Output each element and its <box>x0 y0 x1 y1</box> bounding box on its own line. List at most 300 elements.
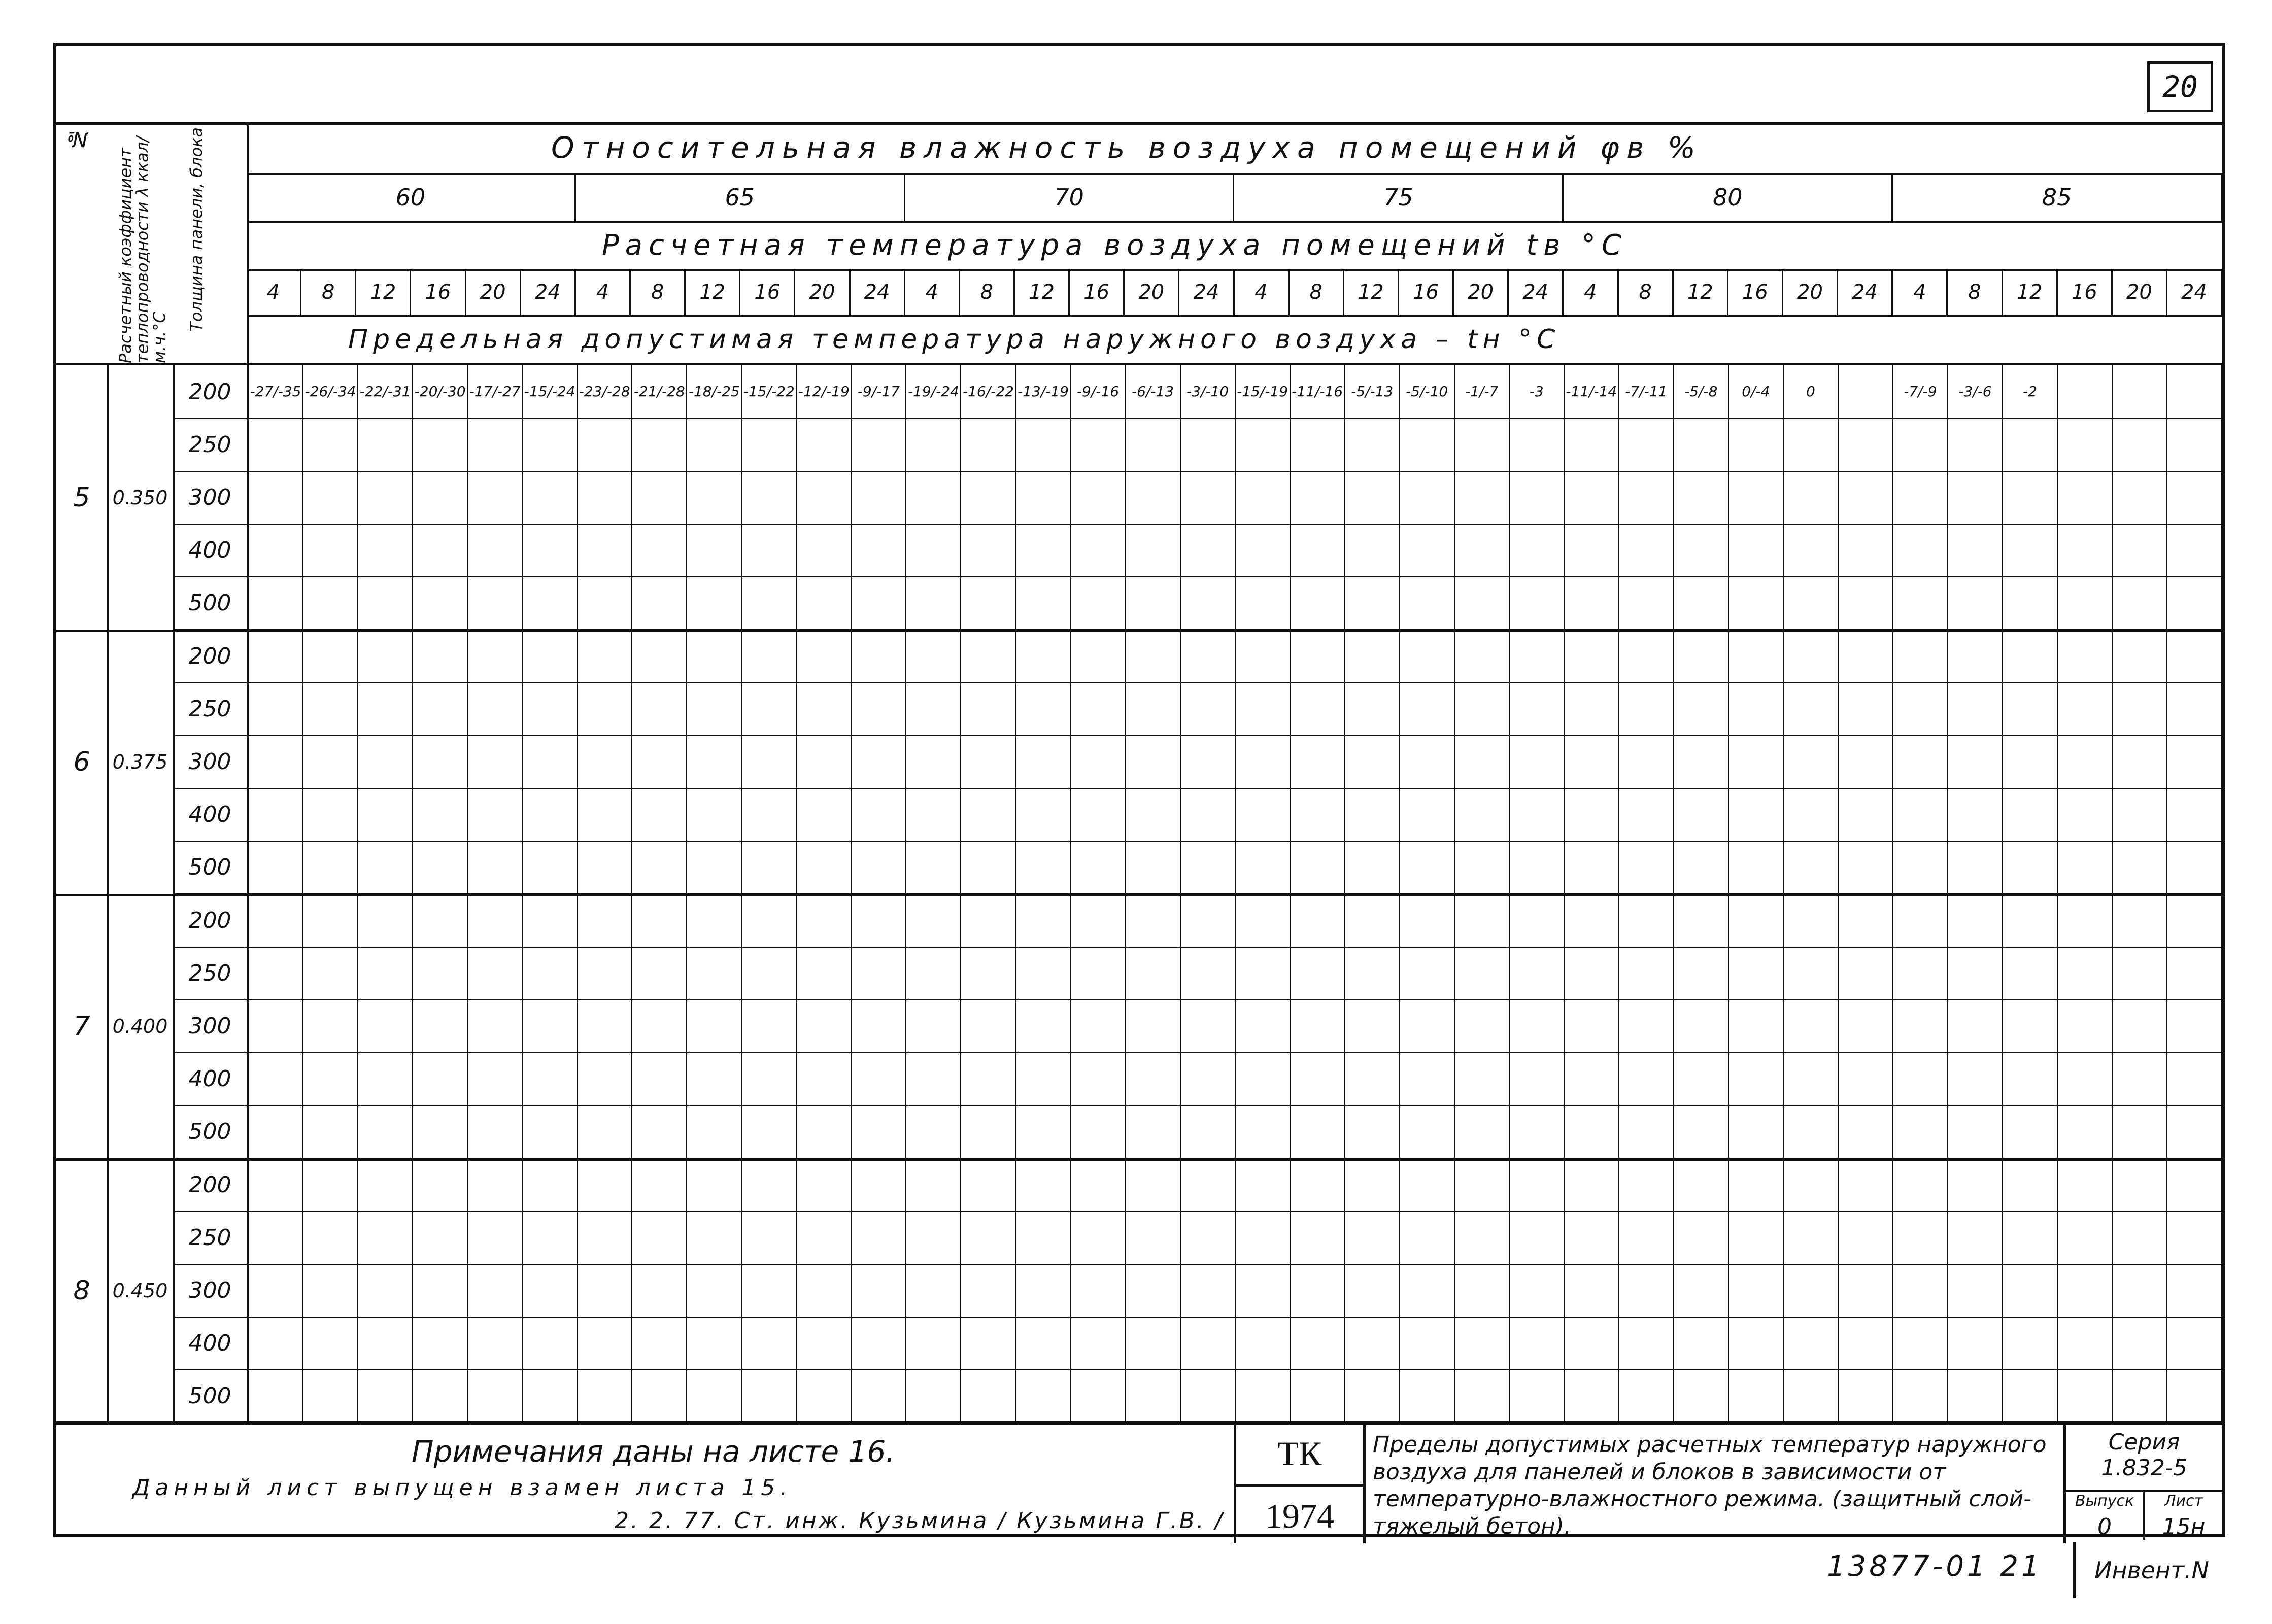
temperature-header-cell: 16 <box>1728 269 1783 315</box>
value-cell <box>1400 1317 1455 1369</box>
value-cell <box>468 1317 523 1369</box>
value-cell <box>1126 1158 1181 1211</box>
value-cell <box>687 841 742 893</box>
table-row <box>173 1158 2222 1212</box>
thickness-cell: 200 <box>173 630 249 682</box>
value-cell <box>2003 1264 2058 1317</box>
thickness-cell: 500 <box>173 576 249 629</box>
value-cell <box>249 1369 303 1422</box>
value-cell <box>1181 1264 1236 1317</box>
value-cell <box>1510 576 1565 629</box>
value-cell <box>1784 947 1839 999</box>
value-cell: 0/-4 <box>1729 365 1784 418</box>
value-cell <box>1784 1211 1839 1264</box>
value-cell <box>303 682 358 735</box>
value-cell <box>523 682 578 735</box>
temperature-header-cell: 12 <box>1674 269 1728 315</box>
value-cell <box>2167 418 2222 471</box>
value-cell <box>1839 841 1893 893</box>
value-cell <box>961 894 1016 947</box>
value-cell <box>906 576 961 629</box>
value-cell <box>1893 471 1948 524</box>
value-cell <box>1565 524 1619 576</box>
value-cell <box>358 947 413 999</box>
value-cell: -16/-22 <box>961 365 1016 418</box>
value-cell <box>468 1211 523 1264</box>
value-cell <box>852 630 906 682</box>
value-cell: -22/-31 <box>358 365 413 418</box>
thickness-cell: 500 <box>173 1105 249 1158</box>
value-cell <box>1619 1369 1674 1422</box>
value-cell <box>1181 524 1236 576</box>
value-cell: -9/-17 <box>852 365 906 418</box>
value-cell <box>358 999 413 1052</box>
signature-line: 2. 2. 77. Ст. инж. Кузьмина / Кузьмина Г.В. / <box>615 1508 1225 1534</box>
value-cell <box>1839 630 1893 682</box>
table-row <box>173 735 2222 789</box>
value-cell <box>1400 524 1455 576</box>
value-cell <box>1510 1158 1565 1211</box>
data-grid <box>56 363 2222 1423</box>
value-cell <box>578 1158 632 1211</box>
value-cell <box>852 894 906 947</box>
value-cell <box>1948 1052 2003 1105</box>
value-cell <box>632 524 687 576</box>
value-cell <box>523 1317 578 1369</box>
value-cell <box>797 471 852 524</box>
value-cell <box>2167 1211 2222 1264</box>
value-cell <box>1016 788 1071 841</box>
table-row <box>173 682 2222 736</box>
sheet-title: Пределы допустимых расчетных температур наружного воздуха для панелей и блоков в зависимости от температурно-влажностного режима. (защитный слой-тяжелый бетон). <box>1361 1424 2066 1543</box>
value-cell <box>1236 1211 1291 1264</box>
value-cell <box>1948 1317 2003 1369</box>
value-cell <box>303 1158 358 1211</box>
value-cell <box>1291 1052 1345 1105</box>
value-cell <box>249 630 303 682</box>
value-cell <box>303 947 358 999</box>
value-cell <box>1893 682 1948 735</box>
value-cell: 0 <box>1784 365 1839 418</box>
value-cell <box>1565 735 1619 788</box>
group-number: 5 <box>56 365 109 630</box>
value-cell <box>249 1264 303 1317</box>
value-cell <box>2058 365 2113 418</box>
value-cell <box>1400 788 1455 841</box>
value-cell <box>358 841 413 893</box>
value-cell <box>1345 1105 1400 1158</box>
value-cell <box>1674 999 1729 1052</box>
value-cell <box>2003 1211 2058 1264</box>
value-cell <box>797 1264 852 1317</box>
value-cell <box>797 788 852 841</box>
value-cell <box>1400 1264 1455 1317</box>
value-cell <box>358 576 413 629</box>
value-cell <box>1510 841 1565 893</box>
table-row <box>173 1264 2222 1318</box>
value-cell <box>413 735 468 788</box>
value-cell <box>742 894 797 947</box>
value-cell <box>2167 894 2222 947</box>
value-cell <box>1784 418 1839 471</box>
value-cell <box>1236 894 1291 947</box>
value-cell <box>2113 947 2167 999</box>
thickness-cell: 500 <box>173 841 249 893</box>
value-cell <box>1619 1211 1674 1264</box>
value-cell <box>2113 365 2167 418</box>
table-row <box>173 1317 2222 1370</box>
value-cell <box>1400 1369 1455 1422</box>
value-cell <box>2003 576 2058 629</box>
value-cell <box>1948 999 2003 1052</box>
value-cell <box>797 1052 852 1105</box>
thickness-cell: 300 <box>173 471 249 524</box>
value-cell <box>1565 471 1619 524</box>
value-cell <box>578 524 632 576</box>
value-cell <box>852 841 906 893</box>
value-cell <box>468 1264 523 1317</box>
value-cell <box>1455 682 1510 735</box>
value-cell <box>1674 894 1729 947</box>
group-coefficient: 0.450 <box>107 1158 175 1423</box>
layer-group <box>56 630 2222 896</box>
value-cell <box>1016 735 1071 788</box>
value-cell <box>632 735 687 788</box>
value-cell <box>797 894 852 947</box>
value-cell <box>1016 524 1071 576</box>
value-cell <box>1345 1264 1400 1317</box>
value-cell <box>1893 841 1948 893</box>
temperature-header-cell: 24 <box>851 269 905 315</box>
humidity-70: 70 <box>905 173 1235 221</box>
value-cell <box>523 524 578 576</box>
value-cell <box>961 418 1016 471</box>
value-cell <box>1291 471 1345 524</box>
value-cell <box>1181 630 1236 682</box>
temperature-header-cell: 4 <box>905 269 960 315</box>
value-cell <box>1510 1264 1565 1317</box>
relative-humidity-title: Относительная влажность воздуха помещений φв % <box>247 122 2222 175</box>
value-cell <box>2167 1264 2222 1317</box>
value-cell <box>358 1317 413 1369</box>
temperature-header-cell: 20 <box>2113 269 2167 315</box>
temperature-header-cell: 8 <box>1619 269 1674 315</box>
value-cell <box>632 1105 687 1158</box>
value-cell <box>1455 576 1510 629</box>
value-cell <box>2003 630 2058 682</box>
value-cell <box>632 1264 687 1317</box>
value-cell <box>906 788 961 841</box>
value-cell <box>1455 471 1510 524</box>
value-cell <box>1729 630 1784 682</box>
value-cell <box>1839 1158 1893 1211</box>
value-cell <box>1565 418 1619 471</box>
value-cell <box>1126 1211 1181 1264</box>
value-cell <box>249 471 303 524</box>
value-cell: -5/-10 <box>1400 365 1455 418</box>
value-cell <box>1071 576 1126 629</box>
value-cell: -6/-13 <box>1126 365 1181 418</box>
value-cell <box>1674 841 1729 893</box>
thickness-cell: 250 <box>173 682 249 735</box>
value-cell <box>852 1105 906 1158</box>
value-cell <box>1948 1264 2003 1317</box>
value-cell <box>1016 1105 1071 1158</box>
value-cell <box>1948 1369 2003 1422</box>
value-cell <box>961 682 1016 735</box>
value-cell <box>468 682 523 735</box>
value-cell <box>2167 1105 2222 1158</box>
value-cell <box>1455 1052 1510 1105</box>
value-cell <box>1291 1211 1345 1264</box>
value-cell <box>1016 947 1071 999</box>
value-cell <box>742 630 797 682</box>
value-cell <box>2167 1369 2222 1422</box>
value-cell <box>1181 471 1236 524</box>
value-cell <box>1016 894 1071 947</box>
limit-temperature-title: Предельная допустимая температура наружного воздуха – tн °С <box>247 315 2222 365</box>
value-cell <box>578 1105 632 1158</box>
value-cell <box>1016 1052 1071 1105</box>
value-cell <box>1948 1105 2003 1158</box>
value-cell <box>1071 1105 1126 1158</box>
thickness-cell: 200 <box>173 894 249 947</box>
value-cell: -11/-14 <box>1565 365 1619 418</box>
thickness-cell: 250 <box>173 947 249 999</box>
value-cell <box>742 524 797 576</box>
value-cell <box>523 788 578 841</box>
value-cell <box>1236 1369 1291 1422</box>
thickness-cell: 300 <box>173 735 249 788</box>
value-cell <box>413 788 468 841</box>
value-cell <box>1181 1052 1236 1105</box>
value-cell <box>1016 1317 1071 1369</box>
value-cell <box>1893 576 1948 629</box>
value-cell <box>2113 841 2167 893</box>
value-cell <box>523 1211 578 1264</box>
value-cell: -27/-35 <box>249 365 303 418</box>
tk-label: ТК <box>1236 1424 1363 1487</box>
value-cell <box>413 418 468 471</box>
value-cell <box>687 418 742 471</box>
value-cell <box>413 682 468 735</box>
value-cell <box>2167 682 2222 735</box>
value-cell <box>1181 1317 1236 1369</box>
value-cell <box>249 1317 303 1369</box>
value-cell <box>1181 841 1236 893</box>
inventory-stamp: Инвент.N <box>2073 1542 2228 1598</box>
value-cell <box>1839 999 1893 1052</box>
value-cell <box>1729 788 1784 841</box>
value-cell <box>303 1052 358 1105</box>
table-row <box>173 471 2222 525</box>
value-cell <box>2113 1105 2167 1158</box>
value-cell <box>1893 788 1948 841</box>
value-cell <box>1784 894 1839 947</box>
value-cell <box>852 735 906 788</box>
value-cell <box>578 682 632 735</box>
value-cell <box>906 1105 961 1158</box>
value-cell <box>468 576 523 629</box>
value-cell <box>1839 1264 1893 1317</box>
value-cell <box>523 894 578 947</box>
value-cell <box>961 1211 1016 1264</box>
value-cell <box>1565 1264 1619 1317</box>
value-cell <box>742 1317 797 1369</box>
value-cell <box>797 1211 852 1264</box>
value-cell <box>1619 735 1674 788</box>
value-cell <box>961 1369 1016 1422</box>
value-cell <box>468 999 523 1052</box>
value-cell <box>1345 947 1400 999</box>
table-row <box>173 841 2222 894</box>
value-cell <box>1565 1158 1619 1211</box>
temperature-header-cell: 16 <box>740 269 795 315</box>
value-cell <box>523 1105 578 1158</box>
value-cell <box>468 735 523 788</box>
temperature-header-cell: 8 <box>631 269 686 315</box>
value-cell <box>2113 1317 2167 1369</box>
value-cell <box>1126 1105 1181 1158</box>
value-cell <box>797 630 852 682</box>
value-cell <box>1893 1052 1948 1105</box>
row-number-label: № <box>65 127 89 151</box>
value-cell <box>1455 418 1510 471</box>
value-cell <box>1729 576 1784 629</box>
thickness-cell: 200 <box>173 1158 249 1211</box>
value-cell <box>1948 894 2003 947</box>
value-cell <box>1016 1264 1071 1317</box>
value-cell: -26/-34 <box>303 365 358 418</box>
value-cell <box>797 524 852 576</box>
thickness-cell: 500 <box>173 1369 249 1422</box>
value-cell <box>1565 788 1619 841</box>
value-cell <box>468 1105 523 1158</box>
value-cell <box>578 1317 632 1369</box>
value-cell <box>2113 1052 2167 1105</box>
value-cell <box>1400 735 1455 788</box>
value-cell <box>1784 630 1839 682</box>
value-cell <box>468 1369 523 1422</box>
value-cell <box>578 630 632 682</box>
value-cell <box>1839 365 1893 418</box>
humidity-header-row <box>247 173 2222 223</box>
value-cell: -15/-22 <box>742 365 797 418</box>
value-cell <box>1565 682 1619 735</box>
value-cell <box>2058 841 2113 893</box>
value-cell <box>1948 788 2003 841</box>
value-cell <box>1565 999 1619 1052</box>
value-cell <box>906 471 961 524</box>
value-cell <box>1236 947 1291 999</box>
value-cell <box>632 630 687 682</box>
layer-group <box>56 365 2222 632</box>
value-cell <box>2003 1158 2058 1211</box>
temperature-header-cell: 8 <box>1948 269 2003 315</box>
value-cell <box>961 630 1016 682</box>
value-cell <box>1893 1369 1948 1422</box>
value-cell <box>906 1052 961 1105</box>
value-cell <box>1674 1052 1729 1105</box>
value-cell <box>468 894 523 947</box>
value-cell <box>303 999 358 1052</box>
temperature-header-cell: 16 <box>411 269 466 315</box>
value-cell <box>1400 576 1455 629</box>
value-cell <box>1893 1211 1948 1264</box>
value-cell <box>1510 999 1565 1052</box>
value-cell <box>1345 418 1400 471</box>
value-cell <box>1016 841 1071 893</box>
value-cell <box>1619 999 1674 1052</box>
value-cell <box>906 1158 961 1211</box>
value-cell <box>1345 1158 1400 1211</box>
value-cell <box>358 471 413 524</box>
value-cell <box>906 735 961 788</box>
value-cell: -23/-28 <box>578 365 632 418</box>
table-row <box>173 894 2222 948</box>
value-cell <box>1619 1052 1674 1105</box>
value-cell <box>797 1317 852 1369</box>
value-cell <box>1619 418 1674 471</box>
value-cell <box>1948 682 2003 735</box>
value-cell <box>1071 524 1126 576</box>
group-coefficient: 0.350 <box>107 365 175 630</box>
group-number: 7 <box>56 894 109 1158</box>
value-cell <box>852 524 906 576</box>
tk-box <box>1234 1424 1366 1543</box>
value-cell <box>1674 682 1729 735</box>
value-cell <box>906 682 961 735</box>
value-cell <box>687 947 742 999</box>
value-cell <box>358 735 413 788</box>
value-cell <box>1236 524 1291 576</box>
value-cell <box>523 576 578 629</box>
value-cell <box>1455 947 1510 999</box>
value-cell <box>1236 576 1291 629</box>
value-cell <box>742 1052 797 1105</box>
value-cell <box>687 630 742 682</box>
value-cell <box>358 1264 413 1317</box>
value-cell <box>303 1211 358 1264</box>
value-cell <box>2003 788 2058 841</box>
value-cell <box>1893 999 1948 1052</box>
value-cell <box>413 1158 468 1211</box>
value-cell <box>249 682 303 735</box>
temperature-header-row <box>247 269 2222 317</box>
value-cell <box>1948 1211 2003 1264</box>
value-cell <box>2113 999 2167 1052</box>
humidity-65: 65 <box>576 173 905 221</box>
value-cell <box>2167 788 2222 841</box>
value-cell <box>413 1317 468 1369</box>
value-cell <box>1291 682 1345 735</box>
value-cell: -21/-28 <box>632 365 687 418</box>
value-cell <box>797 841 852 893</box>
value-cell <box>961 1105 1016 1158</box>
value-cell <box>523 1158 578 1211</box>
value-cell <box>358 418 413 471</box>
value-cell <box>249 1105 303 1158</box>
value-cell <box>2058 1369 2113 1422</box>
value-cell <box>852 682 906 735</box>
value-cell <box>578 841 632 893</box>
value-cell <box>249 894 303 947</box>
value-cell: -5/-8 <box>1674 365 1729 418</box>
coef-column-label: Расчетный коэффициент теплопроводности λ ккал/м.ч.°С <box>116 136 169 363</box>
value-cell <box>2058 999 2113 1052</box>
value-cell <box>1784 682 1839 735</box>
value-cell <box>632 1369 687 1422</box>
